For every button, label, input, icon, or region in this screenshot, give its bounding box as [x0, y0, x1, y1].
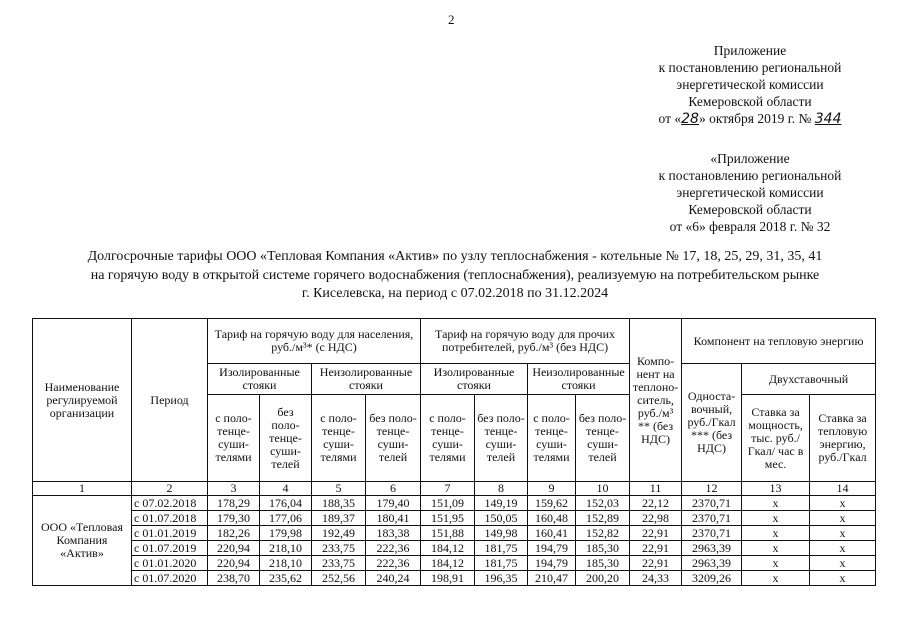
- header-period: Период: [132, 319, 208, 482]
- appendix-date-line: [600, 110, 900, 128]
- value-cell: 189,37: [312, 511, 366, 526]
- value-cell: 160,48: [528, 511, 576, 526]
- value-cell: 160,41: [528, 526, 576, 541]
- period-cell: с 01.07.2018: [132, 511, 208, 526]
- value-cell: х: [810, 571, 876, 586]
- value-cell: 179,40: [366, 496, 421, 511]
- table-row: [33, 541, 876, 556]
- table-row: [33, 511, 876, 526]
- tariff-table: [32, 318, 876, 586]
- table-row: [33, 526, 876, 541]
- column-number: 10: [576, 482, 630, 496]
- handwritten-number: 344: [814, 111, 842, 127]
- header-energy-rate: Ставка за тепловую энергию, руб./Гкал: [810, 395, 876, 482]
- value-cell: 222,36: [366, 541, 421, 556]
- header-isolated: Изолированные стояки: [421, 364, 528, 395]
- header-other-tariff: Тариф на горячую воду для прочих потребителей, руб./м³ (без НДС): [421, 319, 630, 364]
- column-number: 1: [33, 482, 132, 496]
- column-number: 2: [132, 482, 208, 496]
- title-line: Долгосрочные тарифы ООО «Тепловая Компания «Актив» по узлу теплоснабжения - котельные № 17, 18, 25, 29, 31, 35, 41: [87, 249, 823, 264]
- value-cell: х: [810, 511, 876, 526]
- value-cell: 150,05: [475, 511, 528, 526]
- header-with-towel-dryers: с поло-тенце-суши-телями: [208, 395, 260, 482]
- header-single-rate: Односта-вочный, руб./Гкал *** (без НДС): [682, 364, 742, 482]
- value-cell: 181,75: [475, 556, 528, 571]
- period-cell: с 01.01.2020: [132, 556, 208, 571]
- value-cell: 2370,71: [682, 526, 742, 541]
- value-cell: 159,62: [528, 496, 576, 511]
- value-cell: х: [742, 511, 810, 526]
- value-cell: х: [742, 571, 810, 586]
- header-carrier-component: Компо-нент на теплоно-ситель, руб./м³ ** (без НДС): [630, 319, 682, 482]
- value-cell: 181,75: [475, 541, 528, 556]
- appendix-line: Кемеровской области: [688, 202, 812, 217]
- value-cell: х: [742, 496, 810, 511]
- header-capacity-rate: Ставка за мощность, тыс. руб./ Гкал/ час в мес.: [742, 395, 810, 482]
- header-without-towel-dryers: без поло-тенце-суши-телей: [366, 395, 421, 482]
- header-with-towel-dryers: с поло-тенце-суши-телями: [528, 395, 576, 482]
- value-cell: 152,89: [576, 511, 630, 526]
- value-cell: 218,10: [260, 556, 312, 571]
- header-isolated: Изолированные стояки: [208, 364, 312, 395]
- column-number: 3: [208, 482, 260, 496]
- value-cell: 22,91: [630, 526, 682, 541]
- period-cell: с 01.07.2020: [132, 571, 208, 586]
- period-cell: с 01.01.2019: [132, 526, 208, 541]
- value-cell: 218,10: [260, 541, 312, 556]
- value-cell: х: [742, 556, 810, 571]
- title-line: г. Киселевска, на период с 07.02.2018 по 31.12.2024: [301, 286, 609, 301]
- header-with-towel-dryers: с поло-тенце-суши-телями: [312, 395, 366, 482]
- column-number: 9: [528, 482, 576, 496]
- value-cell: 177,06: [260, 511, 312, 526]
- header-two-rate: Двухставочный: [742, 364, 876, 395]
- header-population-tariff: Тариф на горячую воду для населения, руб./м³* (с НДС): [208, 319, 421, 364]
- value-cell: 185,30: [576, 556, 630, 571]
- value-cell: 2370,71: [682, 496, 742, 511]
- column-number: 8: [475, 482, 528, 496]
- value-cell: 188,35: [312, 496, 366, 511]
- table-row: [33, 571, 876, 586]
- value-cell: 220,94: [208, 541, 260, 556]
- appendix-line: энергетической комиссии: [676, 77, 824, 92]
- value-cell: 184,12: [421, 541, 475, 556]
- value-cell: 220,94: [208, 556, 260, 571]
- appendix-header-original: [600, 150, 900, 235]
- value-cell: 183,38: [366, 526, 421, 541]
- value-cell: 2963,39: [682, 541, 742, 556]
- value-cell: 198,91: [421, 571, 475, 586]
- page-number: 2: [448, 12, 455, 27]
- value-cell: 222,36: [366, 556, 421, 571]
- appendix-line: «Приложение: [710, 151, 790, 166]
- appendix-line: энергетической комиссии: [676, 185, 824, 200]
- value-cell: 238,70: [208, 571, 260, 586]
- value-cell: 149,98: [475, 526, 528, 541]
- value-cell: 196,35: [475, 571, 528, 586]
- header-nonisolated: Неизолированные стояки: [528, 364, 630, 395]
- period-cell: с 07.02.2018: [132, 496, 208, 511]
- value-cell: 22,91: [630, 556, 682, 571]
- appendix-header-current: [600, 42, 900, 128]
- column-number-row: [33, 482, 876, 496]
- value-cell: 179,98: [260, 526, 312, 541]
- column-number: 11: [630, 482, 682, 496]
- value-cell: 184,12: [421, 556, 475, 571]
- header-row-1: [33, 319, 876, 364]
- header-org: Наименование регулируемой организации: [33, 319, 132, 482]
- appendix-line: Приложение: [713, 43, 787, 58]
- table-row: [33, 496, 876, 511]
- date-middle: » октября 2019 г. №: [698, 111, 812, 126]
- value-cell: 194,79: [528, 541, 576, 556]
- value-cell: 22,91: [630, 541, 682, 556]
- value-cell: х: [810, 556, 876, 571]
- appendix-line: от «6» февраля 2018 г. № 32: [669, 219, 831, 234]
- value-cell: 2963,39: [682, 556, 742, 571]
- value-cell: 152,82: [576, 526, 630, 541]
- column-number: 4: [260, 482, 312, 496]
- column-number: 12: [682, 482, 742, 496]
- value-cell: 22,98: [630, 511, 682, 526]
- value-cell: 3209,26: [682, 571, 742, 586]
- handwritten-day: 28: [681, 111, 699, 127]
- title-line: на горячую воду в открытой системе горячего водоснабжения (теплоснабжения), реализуемую на потребительском рынке: [90, 267, 820, 283]
- column-number: 5: [312, 482, 366, 496]
- date-prefix: от «: [658, 111, 682, 126]
- value-cell: 180,41: [366, 511, 421, 526]
- header-energy-component: Компонент на тепловую энергию: [682, 319, 876, 364]
- value-cell: 152,03: [576, 496, 630, 511]
- value-cell: 240,24: [366, 571, 421, 586]
- header-without-towel-dryers: без поло-тенце-суши-телей: [475, 395, 528, 482]
- tariff-table-wrapper: [32, 318, 876, 586]
- appendix-line: к постановлению региональной: [658, 60, 842, 75]
- value-cell: 252,56: [312, 571, 366, 586]
- value-cell: 192,49: [312, 526, 366, 541]
- header-without-towel-dryers: без поло-тенце-суши-телей: [260, 395, 312, 482]
- header-nonisolated: Неизолированные стояки: [312, 364, 421, 395]
- document-title: [30, 248, 880, 304]
- tariff-rows: [33, 496, 876, 586]
- value-cell: 194,79: [528, 556, 576, 571]
- column-number: 14: [810, 482, 876, 496]
- value-cell: 233,75: [312, 556, 366, 571]
- value-cell: 185,30: [576, 541, 630, 556]
- table-row: [33, 556, 876, 571]
- appendix-line: к постановлению региональной: [658, 168, 842, 183]
- value-cell: х: [810, 526, 876, 541]
- organization-name-cell: ООО «Тепловая Компания «Актив»: [33, 496, 132, 586]
- value-cell: 182,26: [208, 526, 260, 541]
- value-cell: 210,47: [528, 571, 576, 586]
- value-cell: 178,29: [208, 496, 260, 511]
- value-cell: х: [742, 526, 810, 541]
- value-cell: 151,09: [421, 496, 475, 511]
- value-cell: х: [810, 541, 876, 556]
- value-cell: х: [742, 541, 810, 556]
- period-cell: с 01.07.2019: [132, 541, 208, 556]
- appendix-line: Кемеровской области: [688, 94, 812, 109]
- value-cell: 176,04: [260, 496, 312, 511]
- column-number: 7: [421, 482, 475, 496]
- value-cell: 200,20: [576, 571, 630, 586]
- value-cell: 151,95: [421, 511, 475, 526]
- value-cell: 149,19: [475, 496, 528, 511]
- value-cell: 233,75: [312, 541, 366, 556]
- value-cell: 22,12: [630, 496, 682, 511]
- column-number: 6: [366, 482, 421, 496]
- value-cell: х: [810, 496, 876, 511]
- header-with-towel-dryers: с поло-тенце-суши-телями: [421, 395, 475, 482]
- header-without-towel-dryers: без поло-тенце-суши-телей: [576, 395, 630, 482]
- value-cell: 151,88: [421, 526, 475, 541]
- value-cell: 179,30: [208, 511, 260, 526]
- column-number: 13: [742, 482, 810, 496]
- value-cell: 24,33: [630, 571, 682, 586]
- value-cell: 235,62: [260, 571, 312, 586]
- value-cell: 2370,71: [682, 511, 742, 526]
